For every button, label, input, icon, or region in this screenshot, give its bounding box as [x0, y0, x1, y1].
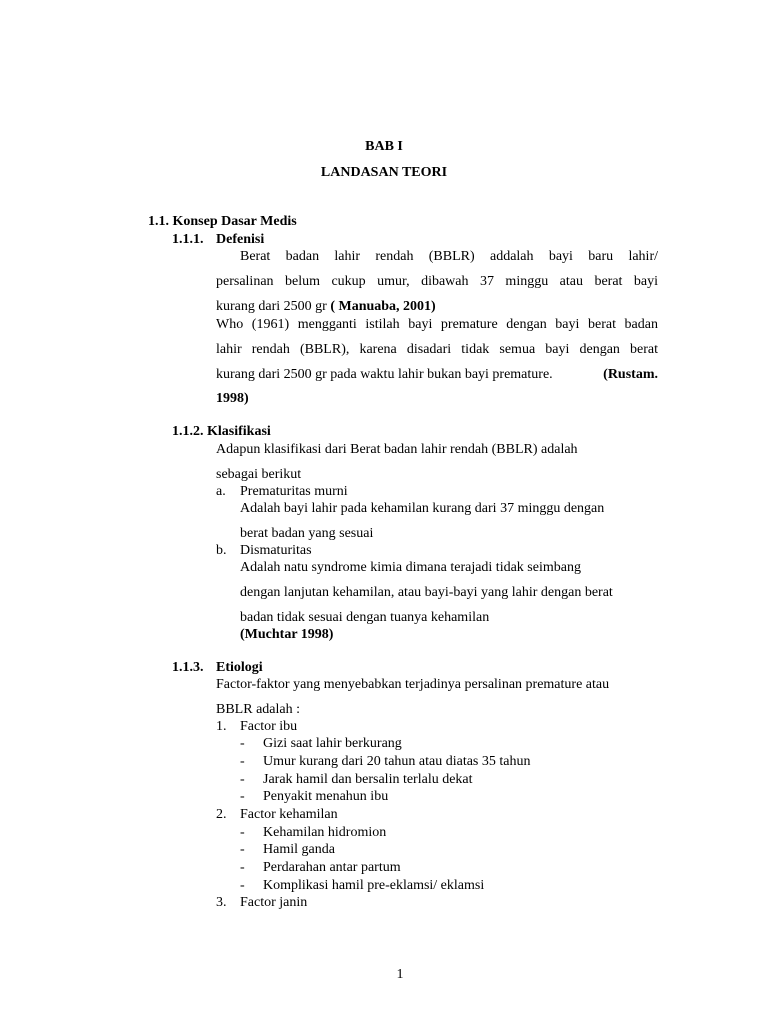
list-bullet: - — [240, 772, 245, 787]
etiology-intro-line-1: Factor-faktor yang menyebabkan terjadinya persalinan premature atau — [216, 677, 610, 692]
classification-intro-line-1: Adapun klasifikasi dari Berat badan lahir rendah (BBLR) adalah — [216, 442, 578, 457]
definition-line-1: Berat badan lahir rendah (BBLR) addalah bayi baru lahir/ — [240, 249, 658, 264]
list-item: Gizi saat lahir berkurang — [263, 736, 402, 751]
page-number: 1 — [396, 967, 404, 982]
item-b-line-1: Adalah natu syndrome kimia dimana terajadi tidak seimbang — [240, 560, 581, 575]
list-item: Umur kurang dari 20 tahun atau diatas 35 tahun — [263, 754, 531, 769]
etiology-intro-line-2: BBLR adalah : — [216, 702, 300, 717]
list-bullet: - — [240, 789, 245, 804]
list-bullet: - — [240, 825, 245, 840]
item-b-line-3: badan tidak sesuai dengan tuanya kehamilan — [240, 610, 490, 625]
list-bullet: - — [240, 860, 245, 875]
list-bullet: - — [240, 754, 245, 769]
definition-line-2: persalinan belum cukup umur, dibawah 37 minggu atau berat bayi — [216, 274, 658, 289]
list-item: Hamil ganda — [263, 842, 335, 857]
list-bullet: - — [240, 736, 245, 751]
citation-manuaba: ( Manuaba, 2001) — [330, 299, 436, 314]
citation-muchtar: (Muchtar 1998) — [240, 627, 334, 642]
who-line-2: lahir rendah (BBLR), karena disadari tidak semua bayi dengan berat — [216, 342, 658, 357]
item-a-line-2: berat badan yang sesuai — [240, 526, 374, 541]
section-1-1-1-number: 1.1.1. — [172, 232, 204, 247]
factor-1-title: Factor ibu — [240, 719, 298, 734]
definition-line-3: kurang dari 2500 gr ( Manuaba, 2001) — [216, 299, 436, 314]
factor-2-title: Factor kehamilan — [240, 807, 338, 822]
section-1-1-3-number: 1.1.3. — [172, 660, 204, 675]
factor-3-number: 3. — [216, 895, 227, 910]
who-line-3: kurang dari 2500 gr pada waktu lahir bukan bayi premature. (Rustam. — [216, 367, 658, 382]
chapter-label: BAB I — [365, 139, 403, 154]
citation-rustam-year: 1998) — [216, 391, 249, 406]
list-item: Komplikasi hamil pre-eklamsi/ eklamsi — [263, 878, 485, 893]
list-bullet: - — [240, 878, 245, 893]
item-b-marker: b. — [216, 543, 227, 558]
item-b-line-2: dengan lanjutan kehamilan, atau bayi-bayi yang lahir dengan berat — [240, 585, 613, 600]
list-bullet: - — [240, 842, 245, 857]
section-1-1-2-title: 1.1.2. Klasifikasi — [172, 424, 271, 439]
section-1-1-3-title: Etiologi — [216, 660, 263, 675]
list-item: Penyakit menahun ibu — [263, 789, 389, 804]
who-line-1: Who (1961) mengganti istilah bayi premature dengan bayi berat badan — [216, 317, 658, 332]
list-item: Jarak hamil dan bersalin terlalu dekat — [263, 772, 473, 787]
chapter-title: LANDASAN TEORI — [320, 165, 448, 180]
factor-1-number: 1. — [216, 719, 227, 734]
section-1-1-title: 1.1. Konsep Dasar Medis — [148, 214, 297, 229]
item-a-title: Prematuritas murni — [240, 484, 348, 499]
classification-intro-line-2: sebagai berikut — [216, 467, 302, 482]
list-item: Perdarahan antar partum — [263, 860, 401, 875]
item-b-title: Dismaturitas — [240, 543, 312, 558]
list-item: Kehamilan hidromion — [263, 825, 387, 840]
item-a-marker: a. — [216, 484, 226, 499]
item-a-line-1: Adalah bayi lahir pada kehamilan kurang dari 37 minggu dengan — [240, 501, 605, 516]
factor-3-title: Factor janin — [240, 895, 308, 910]
factor-2-number: 2. — [216, 807, 227, 822]
citation-rustam: (Rustam. — [603, 367, 658, 382]
section-1-1-1-title: Defenisi — [216, 232, 265, 247]
